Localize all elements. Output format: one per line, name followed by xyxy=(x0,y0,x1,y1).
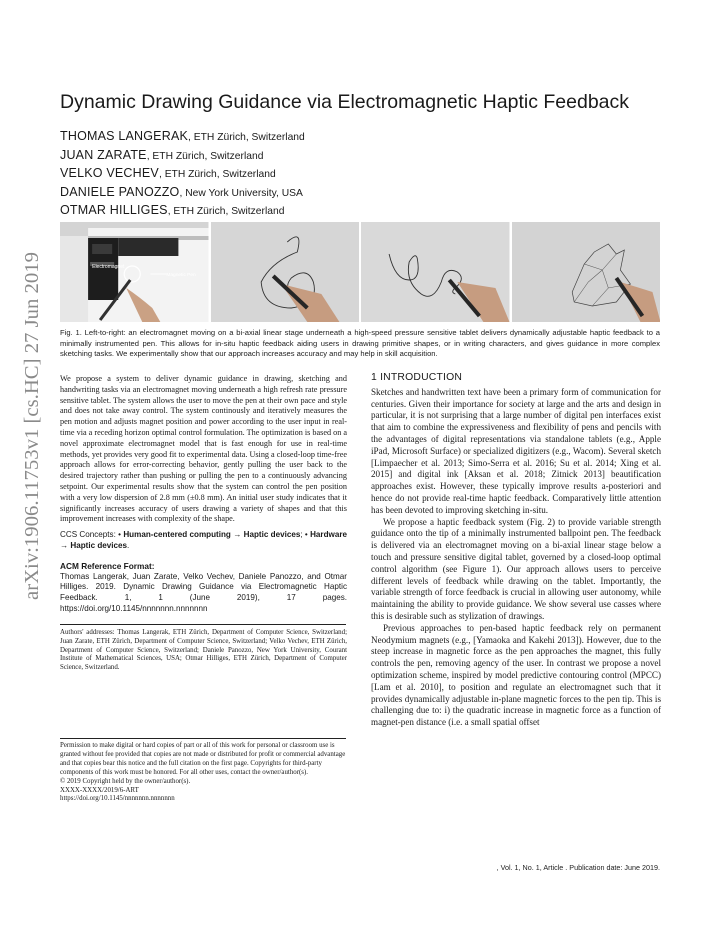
author-list xyxy=(60,128,305,221)
teaser-panel-spiral xyxy=(211,222,360,322)
teaser-label-pen: Magnetic Pen xyxy=(166,273,196,278)
teaser-panel-letters xyxy=(361,222,510,322)
ccs-concept-2: Hardware → Haptic devices xyxy=(60,530,347,550)
intro-paragraph-2: We propose a haptic feedback system (Fig. 2) to provide variable strength guidance onto the tip of a minimally instrumented ballpoint pen. The feedback is delivered via an electromagnet moving on a bi-axial linear stage below a touch and pressure sensitive digital tablet, governed by a closed-loop optimal control algorithm (see Figure 1). Our approach allows users to perceive different levels of feedback while drawing on the tablet. Importantly, the variable strength of force feedback is crucial in allowing user autonomy, while maintaining the ability to provide guidance. We show several use casses where this is desirable such as stylization of drawings. xyxy=(371,516,661,621)
arxiv-stamp-text: arXiv:1906.11753v1 [cs.HC] 27 Jun 2019 xyxy=(21,255,43,600)
arxiv-stamp xyxy=(8,246,50,606)
teaser-panel-device xyxy=(60,222,209,322)
intro-paragraph-1: Sketches and handwritten text have been a primary form of communication for centuries. Given their importance for society at large and the arts and design in particular, it is not surprising that a large number of digital pen interfaces exist that aim to combine the expressiveness and flexibility of pens and pencils with the advantages of digital representations via standalone tablets (e.g., Apple iPad, Microsoft Surface) or specialized digitizers (e.g., Wacom). Several sketch [Limpaecher et al. 2013; Simo-Serra et al. 2016; Su et al. 2014; Xing et al. 2015] and digital ink [Aksan et al. 2018; Zitnick 2013] beautification approaches exist. However, these typically improve results a-posteriori and hence do not provide real-time haptic feedback. Comparatively little attention has been devoted to improving sketching in-situ. xyxy=(371,386,661,515)
left-column xyxy=(60,374,347,673)
author-affiliation: , ETH Zürich, Switzerland xyxy=(167,206,285,218)
ccs-separator: ; • xyxy=(300,530,311,540)
author-name: OTMAR HILLIGES xyxy=(60,203,168,218)
author-affiliation: , ETH Zürich, Switzerland xyxy=(146,150,264,162)
ccs-end: . xyxy=(127,540,130,550)
author-name: DANIELE PANOZZO xyxy=(60,184,180,199)
author-addresses: Authors' addresses: Thomas Langerak, ETH Zürich, Department of Computer Science, Switzerland; Juan Zarate, ETH Zürich, Department of Computer Science, Switzerland; Velko Vechev, ETH Zürich, Department of Computer Science, Switzerland; Daniele Panozzo, New York University, Courant Institute of Mathematical Sciences, USA; Otmar Hilliges, ETH Zürich, Department of Computer Science, Switzerland. xyxy=(60,628,347,672)
ccs-concepts xyxy=(60,530,347,552)
footnote-rule xyxy=(60,624,346,625)
author-affiliation: , ETH Zürich, Switzerland xyxy=(188,132,305,143)
paper-title: Dynamic Drawing Guidance via Electromagnetic Haptic Feedback xyxy=(60,91,630,113)
author-entry xyxy=(60,128,305,147)
acm-reference xyxy=(60,561,347,615)
author-affiliation: , New York University, USA xyxy=(179,187,303,199)
author-name: THOMAS LANGERAK xyxy=(60,129,189,143)
abstract xyxy=(60,374,347,525)
issn-line: XXXX-XXXX/2019/6-ART xyxy=(60,786,139,794)
section-heading: 1 INTRODUCTION xyxy=(371,372,463,383)
figure-caption: Fig. 1. Left-to-right: an electromagnet moving on a bi-axial linear stage underneath a high-speed pressure sensitive tablet delivers dynamically adjustable haptic feedback to a minimally instrumented pen. This allows for in-situ haptic feedback aiding users in drawing primitive shapes, or in writing characters, and gives guidance in more complex sketching tasks. We experimentally show that our approach increases accuracy and may help in skill acquisition. xyxy=(60,328,660,359)
acm-reference-text: Thomas Langerak, Juan Zarate, Velko Vechev, Daniele Panozzo, and Otmar Hilliges. 2019. Dynamic Drawing Guidance via Electromagnetic Haptic Feedback. 1, 1 (June 2019), 17 pages. https://doi.org/10.1145/nnnnnnn.nnnnnnn xyxy=(60,571,347,613)
teaser-label-electromagnet: Electromagnet xyxy=(92,264,125,270)
author-name: JUAN ZARATE xyxy=(60,147,147,162)
author-name: VELKO VECHEV xyxy=(60,166,159,181)
page-footer: , Vol. 1, No. 1, Article . Publication date: June 2019. xyxy=(496,863,660,872)
acm-reference-heading: ACM Reference Format: xyxy=(60,560,155,571)
author-entry xyxy=(60,184,305,203)
teaser-figure xyxy=(60,222,660,322)
author-entry xyxy=(60,202,305,221)
author-affiliation: , ETH Zürich, Switzerland xyxy=(158,169,276,181)
permission-rule xyxy=(60,738,346,739)
ccs-concept-1: Human-centered computing → Haptic devices xyxy=(123,530,301,540)
abstract-text: We propose a system to deliver dynamic guidance in drawing, sketching and handwriting tasks via an electromagnet moving underneath a high refresh rate pressure sensitive tablet. The system allows the user to move the pen at their own pace and style and does not take away control. The system continously and iteratively measures the pen motion and adjusts magnet position and power according to the user input in real-time via a receding horizon optimal control formulation. The optimization is based on a novel approximate electromagnet model that is fast enough for use in real-time methods, yet provides very good fit to experimental data. Using a closed-loop time-free approach allows for error-correcting behavior, gently pulling the user back to the desired trajectory rather than pushing or pulling the pen to a continuously advancing setpoint. Our experimental results show that the system can control the pen position with a very low dispersion of 2.8 mm (±0.8 mm). An initial user study indicates that it significantly increases accuracy of users drawing a variety of shapes and that this improvement increases with complexity of the shape. xyxy=(60,374,347,524)
permission-text: Permission to make digital or hard copies of part or all of this work for personal or classroom use is granted without fee provided that copies are not made or distributed for profit or commercial advantage and that copies bear this notice and the full citation on the first page. Copyrights for third-party components of this work must be honored. For all other uses, contact the owner/author(s). xyxy=(60,742,346,776)
copyright-line: © 2019 Copyright held by the owner/author(s). xyxy=(60,777,191,785)
author-entry xyxy=(60,147,305,166)
teaser-panel-sketch xyxy=(512,222,661,322)
intro-paragraph-3: Previous approaches to pen-based haptic feedback rely on permanent Neodymium magnets (e.g., [Yamaoka and Kakehi 2013]). However, due to the steep increase in magnetic force as the pen approaches the magnet, this fully controls the pen, removing agency of the user. In contrast we propose a novel optimization scheme, inspired by model predictive contouring control (MPCC) [Lam et al. 2010], to position and regulate an electromagnet such that it provides dynamically adjustable in-plane magnetic forces to the pen tip. This is challenging due to: i) the quadratic increase in magnetic force as a function of magnet-pen distance (i.e. a small spatial offset xyxy=(371,622,661,728)
right-column xyxy=(371,372,661,729)
author-entry xyxy=(60,165,305,184)
ccs-prefix: CCS Concepts: • xyxy=(60,530,124,540)
permission-block xyxy=(60,738,347,804)
doi-link[interactable]: https://doi.org/10.1145/nnnnnnn.nnnnnnn xyxy=(60,795,175,803)
